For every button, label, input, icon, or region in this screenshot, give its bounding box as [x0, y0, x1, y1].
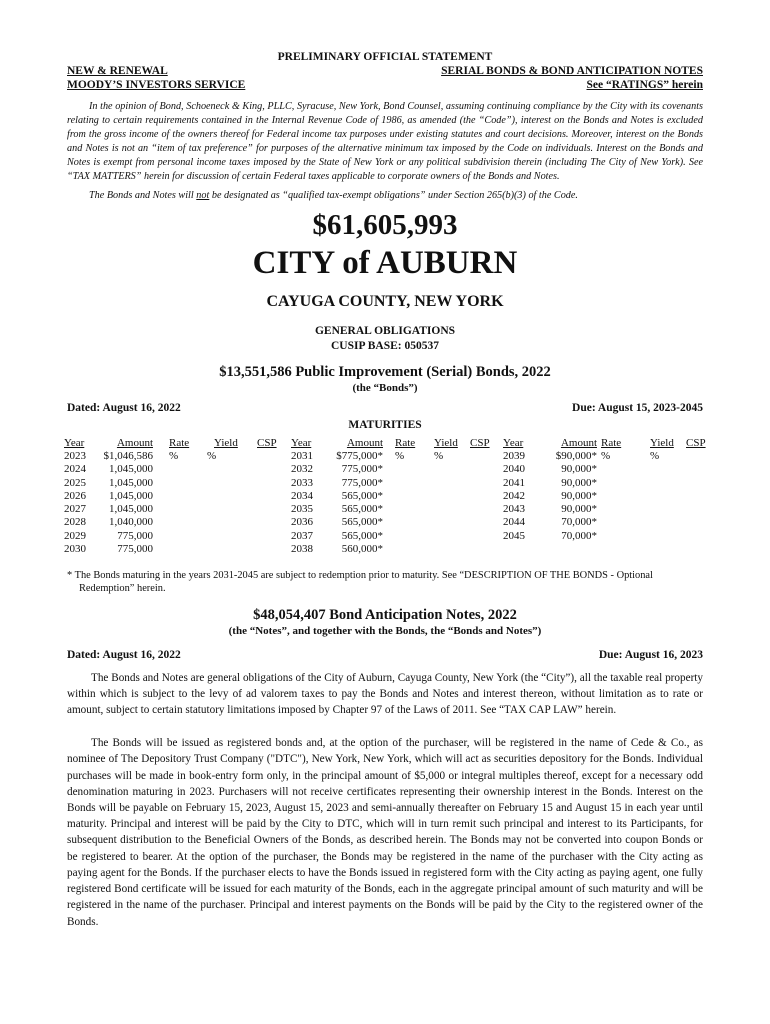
- amount-cell: $1,046,586: [103, 449, 153, 462]
- yield-cell: %: [434, 449, 444, 462]
- maturity-yield-col-3: [650, 437, 674, 464]
- county-name: CAYUGA COUNTY, NEW YORK: [266, 292, 504, 310]
- paragraph-general-obligations: The Bonds and Notes are general obligations of the City of Auburn, Cayuga County, New York (the “City”), all the taxable real property within which is subject to the levy of ad valorem taxes to pay the Bonds and Notes and interest thereon, without limitation as to rate or amount, subject to certain statutory limitations imposed by Chapter 97 of the Laws of 2011. See “TAX CAP LAW” herein.: [67, 671, 703, 717]
- year-cell: 2040: [503, 463, 525, 476]
- amount-cell: 565,000*: [341, 489, 383, 502]
- document-title: PRELIMINARY OFFICIAL STATEMENT: [277, 51, 493, 63]
- header-year: Year: [503, 436, 524, 449]
- amount-cell: $90,000*: [555, 449, 597, 462]
- notes-title: $48,054,407 Bond Anticipation Notes, 2022: [253, 606, 517, 623]
- year-cell: 2032: [291, 463, 313, 476]
- header-amount: Amount: [116, 436, 153, 449]
- header-csp: CSP: [257, 436, 277, 449]
- rate-cell: %: [601, 449, 611, 462]
- header-yield: Yield: [650, 436, 674, 449]
- year-cell: 2023: [64, 449, 86, 462]
- maturity-years-col-2: [291, 437, 321, 557]
- header-amount: Amount: [346, 436, 383, 449]
- body-text: [67, 670, 703, 930]
- maturity-years-col-1: [64, 437, 94, 557]
- notes-dated: Dated: August 16, 2022: [67, 648, 181, 661]
- designation-after: be designated as “qualified tax-exempt obligations” under Section 265(b)(3) of the Code.: [209, 189, 578, 201]
- amount-cell: 565,000*: [341, 516, 383, 529]
- header-rate: Rate: [395, 436, 416, 449]
- amount-cell: 90,000*: [561, 476, 597, 489]
- redemption-note: * The Bonds maturing in the years 2031-2045 are subject to redemption prior to maturity. See “DESCRIPTION OF THE BONDS - Optional Redemption” herein.: [67, 569, 653, 594]
- maturity-csp-col-1: [257, 437, 277, 450]
- year-cell: 2033: [291, 476, 313, 489]
- security-type: SERIAL BONDS & BOND ANTICIPATION NOTES: [441, 65, 703, 77]
- maturity-rate-col-1: [169, 437, 189, 464]
- maturity-rate-col-2: [395, 437, 415, 464]
- notes-dates: [67, 648, 703, 662]
- amount-cell: 1,045,000: [109, 489, 153, 502]
- year-cell: 2027: [64, 503, 86, 516]
- year-cell: 2038: [291, 543, 313, 556]
- designation-before: The Bonds and Notes will: [89, 189, 197, 201]
- designation-not: not: [196, 189, 210, 201]
- header-row-1: [67, 64, 703, 78]
- header-amount: Amount: [560, 436, 597, 449]
- rate-cell: %: [169, 449, 179, 462]
- year-cell: 2045: [503, 529, 525, 542]
- bonds-subtitle: (the “Bonds”): [352, 381, 418, 394]
- year-cell: 2042: [503, 489, 525, 502]
- year-cell: 2041: [503, 476, 525, 489]
- amount-cell: 775,000: [117, 543, 153, 556]
- bond-counsel-opinion: [67, 100, 703, 203]
- amount-cell: 560,000*: [341, 543, 383, 556]
- maturity-amounts-col-1: [97, 437, 153, 557]
- amount-cell: $775,000*: [336, 449, 383, 462]
- cusip-base: CUSIP BASE: 050537: [331, 339, 439, 352]
- year-cell: 2043: [503, 503, 525, 516]
- rating-service: MOODY’S INVESTORS SERVICE: [67, 79, 246, 91]
- header-csp: CSP: [686, 436, 706, 449]
- amount-cell: 565,000*: [341, 529, 383, 542]
- maturity-csp-col-3: [686, 437, 706, 450]
- year-cell: 2030: [64, 543, 86, 556]
- rate-cell: %: [395, 449, 405, 462]
- maturities-title: MATURITIES: [348, 418, 422, 431]
- amount-cell: 775,000*: [341, 463, 383, 476]
- amount-cell: 1,045,000: [109, 503, 153, 516]
- header-row-2: [67, 78, 703, 92]
- amount-cell: 565,000*: [341, 503, 383, 516]
- amount-cell: 90,000*: [561, 503, 597, 516]
- header-year: Year: [291, 436, 312, 449]
- amount-cell: 90,000*: [561, 489, 597, 502]
- notes-subtitle: (the “Notes”, and together with the Bonds, the “Bonds and Notes”): [228, 624, 542, 637]
- amount-cell: 70,000*: [561, 516, 597, 529]
- official-statement-page: [64, 50, 706, 930]
- maturity-amounts-col-2: [325, 437, 383, 557]
- notes-due: Due: August 16, 2023: [598, 648, 703, 661]
- year-cell: 2029: [64, 529, 86, 542]
- bonds-due: Due: August 15, 2023-2045: [572, 401, 703, 414]
- designation-text: [67, 189, 703, 203]
- total-amount: $61,605,993: [312, 208, 458, 241]
- year-cell: 2026: [64, 489, 86, 502]
- amount-cell: 1,045,000: [109, 463, 153, 476]
- amount-cell: 1,045,000: [109, 476, 153, 489]
- year-cell: 2024: [64, 463, 86, 476]
- maturity-yield-col-2: [434, 437, 458, 464]
- header-rate: Rate: [169, 436, 190, 449]
- header-csp: CSP: [470, 436, 490, 449]
- amount-cell: 775,000: [117, 529, 153, 542]
- amount-cell: 90,000*: [561, 463, 597, 476]
- year-cell: 2031: [291, 449, 313, 462]
- bonds-dated: Dated: August 16, 2022: [67, 401, 181, 414]
- year-cell: 2025: [64, 476, 86, 489]
- year-cell: 2039: [503, 449, 525, 462]
- amount-cell: 1,040,000: [109, 516, 153, 529]
- header-rate: Rate: [601, 436, 622, 449]
- paragraph-registration: The Bonds will be issued as registered bonds and, at the option of the purchaser, will be registered in the name of Cede & Co., as nominee of The Depository Trust Company ("DTC"), New York, New York, which will act as securities depository for the Bonds. Individual purchases will be made in book-entry form only, in the principal amount of $5,000 or integral multiples thereof, except for a necessary odd denomination maturing in 2023. Purchasers will not receive certificates representing their ownership interest in the Bonds. Interest on the Bonds will be payable on February 15, 2023, August 15, 2023 and semi-annually thereafter on February 15 and August 15 in each year until maturity. Principal and interest will be paid by the City to DTC, which will in turn remit such principal and interest to its Participants, for subsequent distribution to the Beneficial Owners of the Bonds, as described herein. The Bonds may not be converted into coupon Bonds or be registered to bearer. At the option of the purchaser, the Bonds may be registered in the name of the purchaser with the City acting as paying agent for the Bonds. If the purchaser elects to have the Bonds issued in registered form with the City acting as paying agent, one fully registered Bond certificate will be issued for each maturity of the Bonds, each in the aggregate principal amount of such maturity and will be registered in the name of the purchaser. Principal and interest payments on the Bonds will be paid by the City to the registered owner of the Bonds.: [67, 737, 703, 928]
- issuer-name: CITY of AUBURN: [252, 244, 518, 281]
- maturity-rate-col-3: [601, 437, 621, 464]
- year-cell: 2036: [291, 516, 313, 529]
- maturity-years-col-3: [503, 437, 533, 543]
- header-yield: Yield: [214, 436, 238, 449]
- maturity-yield-col-1: [207, 437, 238, 464]
- amount-cell: 70,000*: [561, 529, 597, 542]
- ratings-reference: See “RATINGS” herein: [586, 79, 703, 91]
- header-yield: Yield: [434, 436, 458, 449]
- bonds-dates: [67, 401, 703, 415]
- amount-cell: 775,000*: [341, 476, 383, 489]
- year-cell: 2034: [291, 489, 313, 502]
- opinion-text: In the opinion of Bond, Schoeneck & King, PLLC, Syracuse, New York, Bond Counsel, assuming continuing compliance by the City with its covenants relating to certain requirements contained in the Internal Revenue Code of 1986, as amended (the “Code”), interest on the Bonds and Notes is excluded from the gross income of the owners thereof for Federal income tax purposes under existing statutes and court decisions. Moreover, interest on the Bonds and Notes is not an “item of tax preference” for purposes of the alternative minimum tax imposed by the Code on individuals. Interest on the Bonds and Notes is exempt from personal income taxes imposed by the State of New York or any political subdivision therein (including The City of New York). See “TAX MATTERS” herein for discussion of certain Federal taxes applicable to corporate owners of the Bonds and Notes.: [67, 101, 703, 183]
- yield-cell: %: [207, 449, 217, 462]
- maturity-amounts-col-3: [545, 437, 597, 543]
- year-cell: 2037: [291, 529, 313, 542]
- yield-cell: %: [650, 449, 660, 462]
- issue-type: NEW & RENEWAL: [67, 65, 168, 77]
- maturity-csp-col-2: [470, 437, 490, 450]
- header-year: Year: [64, 436, 85, 449]
- bonds-title: $13,551,586 Public Improvement (Serial) Bonds, 2022: [219, 363, 551, 380]
- obligation-type: GENERAL OBLIGATIONS: [314, 324, 456, 337]
- year-cell: 2028: [64, 516, 86, 529]
- year-cell: 2035: [291, 503, 313, 516]
- year-cell: 2044: [503, 516, 525, 529]
- maturities-table: [64, 436, 706, 565]
